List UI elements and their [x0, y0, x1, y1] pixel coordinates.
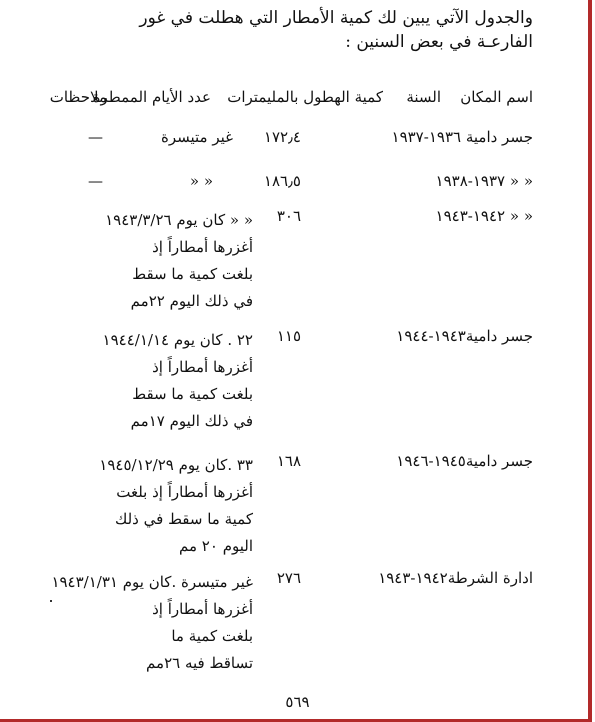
header-notes: ملاحظات [49, 88, 107, 106]
row-place-years: « « ١٩٣٧-١٩٣٨ [435, 172, 533, 190]
row-quantity: ١١٥ [276, 327, 301, 345]
row-notes: — [88, 172, 103, 190]
row-notes: ٢٢ . كان يوم ١٩٤٤/١/١٤ أغزرها أمطاراً إذ بلغت كمية ما سقط في ذلك اليوم ١٧مم [102, 331, 253, 430]
row-place-years: جسر دامية١٩٤٥-١٩٤٦ [396, 452, 533, 470]
row-notes: « « كان يوم ١٩٤٣/٣/٢٦ أغزرها أمطاراً إذ بلغت كمية ما سقط في ذلك اليوم ٢٢مم [105, 211, 253, 310]
stray-mark [50, 600, 52, 602]
row-quantity: ١٧٢٫٤ [263, 128, 301, 146]
page-number: ٥٦٩ [285, 693, 310, 711]
row-place-years: جسر دامية ١٩٣٦-١٩٣٧ [391, 128, 533, 146]
row-quantity: ١٨٦٫٥ [263, 172, 301, 190]
table-header [49, 88, 533, 114]
row-days: ٢٢ . [227, 331, 253, 349]
row-notes: ٣٣ .كان يوم ١٩٤٥/١٢/٢٩ أغزرها أمطاراً إذ بلغت كمية ما سقط في ذلك اليوم ٢٠ مم [99, 456, 253, 555]
row-quantity: ٣٠٦ [276, 207, 301, 225]
row-quantity: ١٦٨ [276, 452, 301, 470]
header-year: السنة [406, 88, 441, 106]
row-days: غير متيسرة [160, 128, 233, 146]
row-days: « « [229, 211, 253, 229]
row-days: غير متيسرة . [171, 573, 253, 591]
row-days: ٣٣ . [227, 456, 253, 474]
header-days: عدد الأيام الممطرة [92, 88, 211, 106]
row-place-years: « « ١٩٤٢-١٩٤٣ [435, 207, 533, 225]
row-quantity: ٢٧٦ [276, 569, 301, 587]
header-place: اسم المكان [460, 88, 533, 106]
header-quantity: كمية الهطول بالمليمترات [227, 88, 383, 106]
row-place-years: جسر دامية١٩٤٣-١٩٤٤ [396, 327, 533, 345]
row-notes: غير متيسرة .كان يوم ١٩٤٣/١/٣١ أغزرها أمطاراً إذ بلغت كمية ما تساقط فيه ٢٦مم [51, 573, 253, 672]
intro-paragraph: والجدول الآتي يبين لك كمية الأمطار التي هطلت في غور الفارعـة في بعض السنين : [139, 8, 533, 52]
row-place-years: ادارة الشرطة١٩٤٢-١٩٤٣ [378, 569, 533, 587]
row-days: « « [189, 172, 213, 190]
row-notes: — [88, 128, 103, 146]
